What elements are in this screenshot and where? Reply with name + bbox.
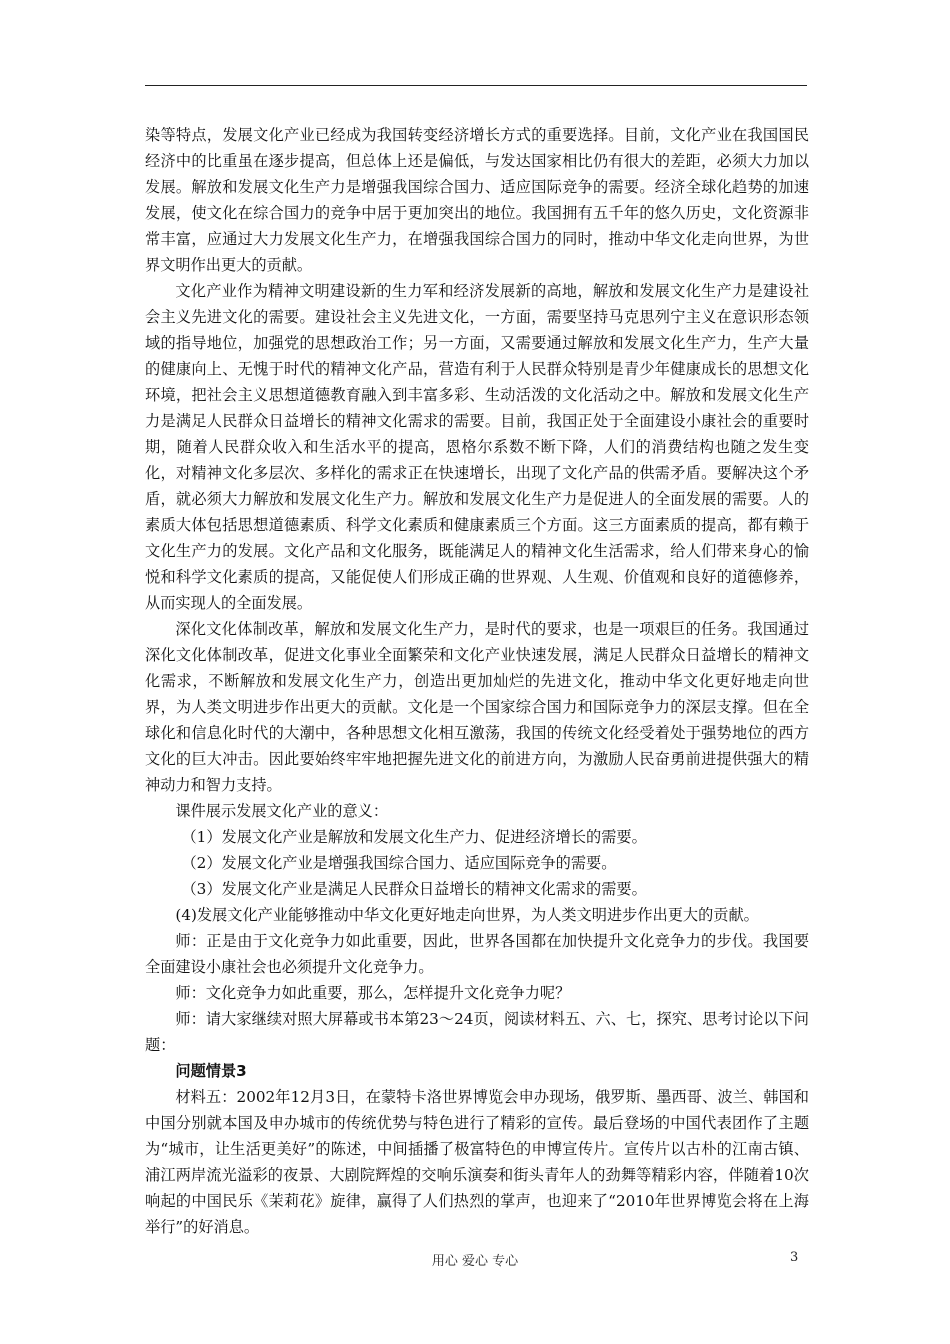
list-item-4: (4)发展文化产业能够推动中华文化更好地走向世界，为人类文明进步作出更大的贡献。 xyxy=(175,906,759,924)
teacher-line-2: 师：文化竞争力如此重要，那么，怎样提升文化竞争力呢？ xyxy=(175,984,571,1002)
paragraph-continuation: 染等特点，发展文化产业已经成为我国转变经济增长方式的重要选择。目前，文化产业在我国国民经济中的比重虽在逐步提高，但总体上还是偏低，与发达国家相比仍有很大的差距，必须大力加以发展。解放和发展文化生产力是增强我国综合国力、适应国际竞争的需要。经济全球化趋势的加速发展，使文化在综合国力的竞争中居于更加突出的地位。我国拥有五千年的悠久历史，文化资源非常丰富，应通过大力发展文化生产力，在增强我国综合国力的同时，推动中华文化走向世界，为世界文明作出更大的贡献。 xyxy=(145,126,809,274)
paragraph-cultural-industry: 文化产业作为精神文明建设新的生力军和经济发展新的高地，解放和发展文化生产力是建设社会主义先进文化的需要。建设社会主义先进文化，一方面，需要坚持马克思列宁主义在意识形态领域的指导地位，加强党的思想政治工作；另一方面，又需要通过解放和发展文化生产力，生产大量的健康向上、无愧于时代的精神文化产品，营造有利于人民群众特别是青少年健康成长的思想文化环境，把社会主义思想道德教育融入到丰富多彩、生动活泼的文化活动之中。解放和发展文化生产力是满足人民群众日益增长的精神文化需求的需要。目前，我国正处于全面建设小康社会的重要时期，随着人民群众收入和生活水平的提高，恩格尔系数不断下降，人们的消费结构也随之发生变化，对精神文化多层次、多样化的需求正在快速增长，出现了文化产品的供需矛盾。要解决这个矛盾，就必须大力解放和发展文化生产力。解放和发展文化生产力是促进人的全面发展的需要。人的素质大体包括思想道德素质、科学文化素质和健康素质三个方面。这三方面素质的提高，都有赖于文化生产力的发展。文化产品和文化服务，既能满足人的精神文化生活需求，给人们带来身心的愉悦和科学文化素质的提高，又能促使人们形成正确的世界观、人生观、价值观和良好的道德修养，从而实现人的全面发展。 xyxy=(145,282,809,612)
list-item-1: （1）发展文化产业是解放和发展文化生产力、促进经济增长的需要。 xyxy=(181,828,647,846)
list-item-3: （3）发展文化产业是满足人民群众日益增长的精神文化需求的需要。 xyxy=(181,880,647,898)
teacher-line-1: 师：正是由于文化竞争力如此重要，因此，世界各国都在加快提升文化竞争力的步伐。我国要全面建设小康社会也必须提升文化竞争力。 xyxy=(145,932,809,976)
footer-slogan: 用心 爱心 专心 xyxy=(431,1254,519,1269)
header-rule xyxy=(145,85,807,86)
paragraph-reform: 深化文化体制改革，解放和发展文化生产力，是时代的要求，也是一项艰巨的任务。我国通过深化文化体制改革，促进文化事业全面繁荣和文化产业快速发展，满足人民群众日益增长的精神文化需求，不断解放和发展文化生产力，创造出更加灿烂的先进文化，推动中华文化更好地走向世界，为人类文明进步作出更大的贡献。文化是一个国家综合国力和国际竞争力的深层支撑。但在全球化和信息化时代的大潮中，各种思想文化相互激荡，我国的传统文化经受着处于强势地位的西方文化的巨大冲击。因此要始终牢牢地把握先进文化的前进方向，为激励人民奋勇前进提供强大的精神动力和智力支持。 xyxy=(145,620,809,794)
paragraph-courseware-intro: 课件展示发展文化产业的意义： xyxy=(175,802,389,820)
page-number: 3 xyxy=(790,1250,799,1265)
teacher-line-3: 师：请大家继续对照大屏幕或书本第23～24页，阅读材料五、六、七，探究、思考讨论以下问题： xyxy=(145,1010,809,1054)
body-text xyxy=(145,122,809,1240)
list-item-2: （2）发展文化产业是增强我国综合国力、适应国际竞争的需要。 xyxy=(181,854,617,872)
material-five: 材料五：2002年12月3日，在蒙特卡洛世界博览会申办现场，俄罗斯、墨西哥、波兰、韩国和中国分别就本国及申办城市的传统优势与特色进行了精彩的宣传。最后登场的中国代表团作了主题为“城市，让生活更美好”的陈述，中间插播了极富特色的申博宣传片。宣传片以古朴的江南古镇、浦江两岸流光溢彩的夜景、大剧院辉煌的交响乐演奏和街头青年人的劲舞等精彩内容，伴随着10次响起的中国民乐《茉莉花》旋律，赢得了人们热烈的掌声，也迎来了“2010年世界博览会将在上海举行”的好消息。 xyxy=(145,1088,809,1236)
section-heading: 问题情景3 xyxy=(175,1062,247,1080)
